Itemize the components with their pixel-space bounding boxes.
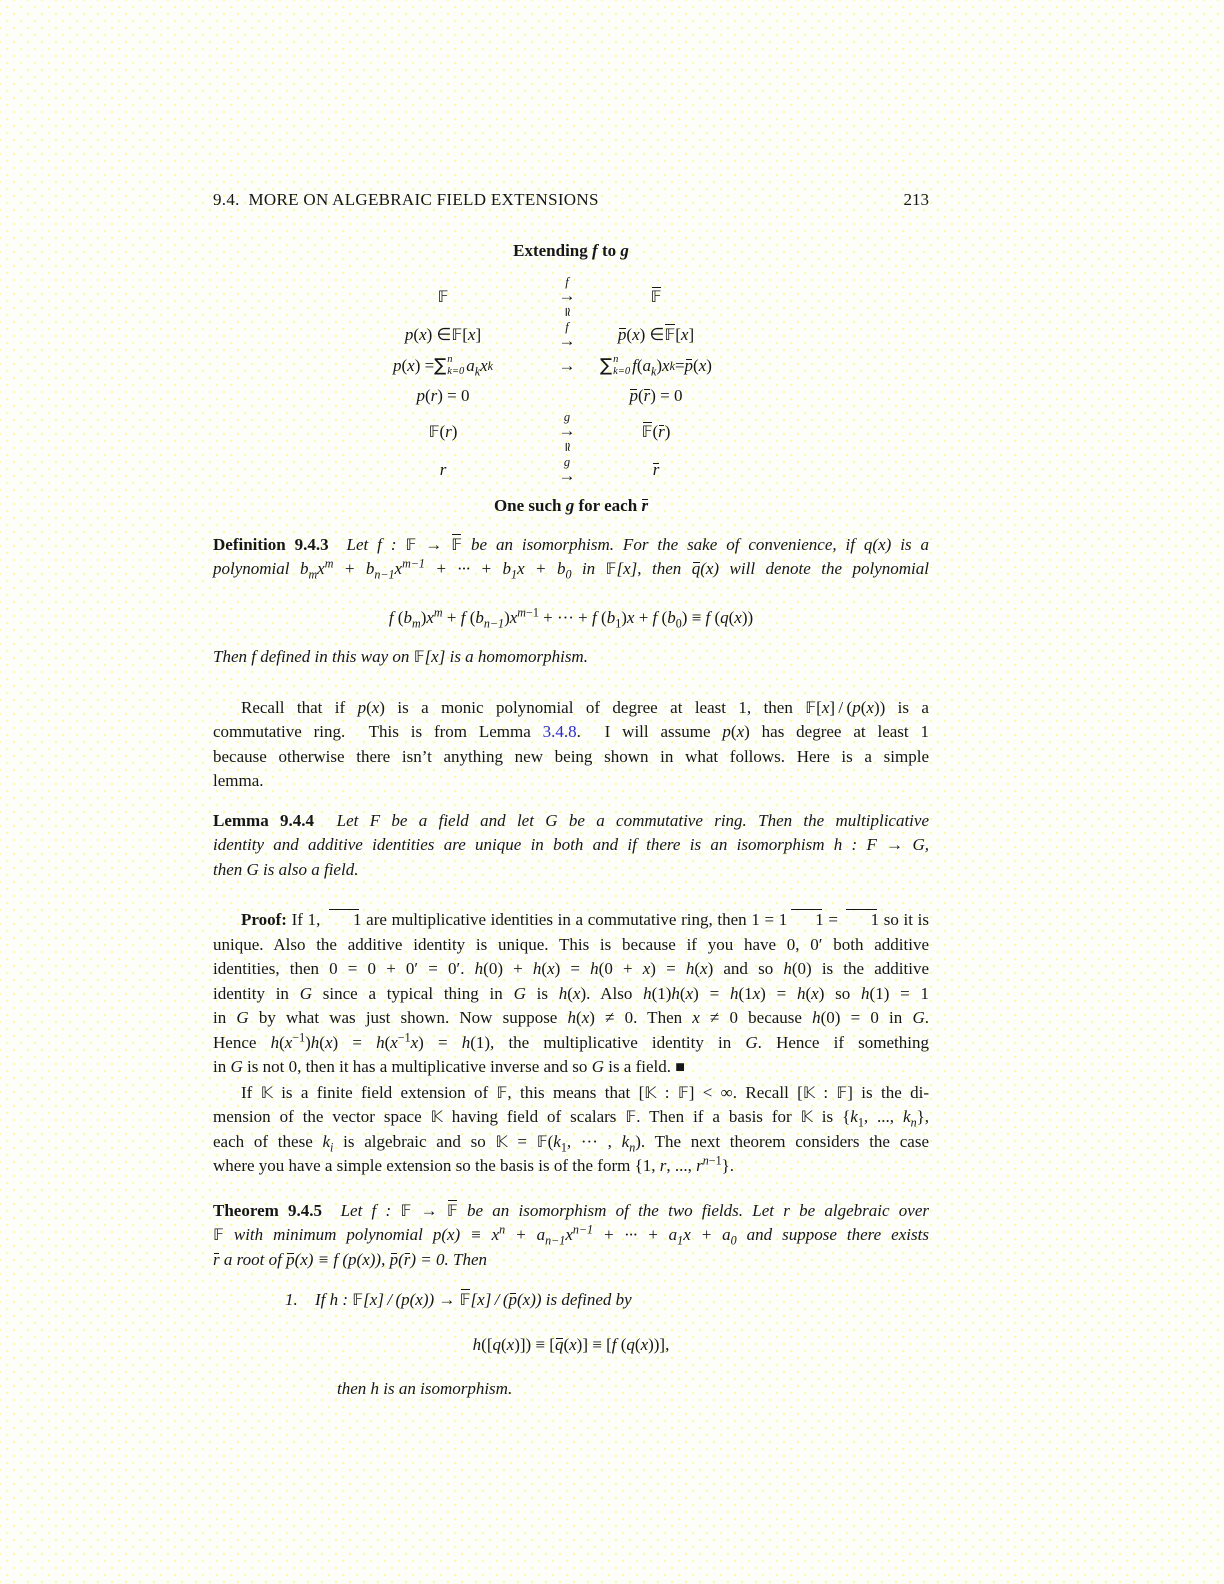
right-arrow-icon: → [558,355,576,375]
paragraph-line: because otherwise there isn’t anything new being shown in what follows. Here is a simple [213,746,929,766]
proof-line: in G is not 0, then it has a multiplicative inverse and so G is a field. ■ [213,1057,686,1076]
diagram-right-cell: 𝔽 ( r ) [591,420,721,445]
definition-equation: f $(b_m)x^m + f$ $(b_{n-1})x^{m-1}$ + ··· + f $(b_1)x + f$ $(b_0) \equiv f$ (q(x)) [388,604,754,630]
item-equation: h([q(x)]) ≡ [q(x)] ≡ [f (q(x))], [213,1333,929,1358]
proof-line: identities, then 0 = 0 + 0′ = 0′. h(0) + h(x) = h(0 + x) = h(x) and so h(0) is the additive [213,959,929,978]
theorem-item-1 [285,1288,929,1313]
item-conclusion: then h is an isomorphism. [337,1379,513,1398]
proof-paragraph [213,908,929,1081]
labeled-arrow: g → [558,455,576,485]
section-header: 9.4. MORE ON ALGEBRAIC FIELD EXTENSIONS [213,190,599,209]
lemma-944 [213,809,929,883]
diagram-row [343,454,929,486]
paragraph-line [213,720,929,745]
paragraph-line: Recall that if p(x) is a monic polynomial of degree at least 1, then 𝔽[x] / (p(x)) is a [241,697,929,717]
paragraph-line: mension of the vector space 𝕂 having field of scalars 𝔽. Then if a basis for 𝕂 is {$k_1$, ..., $k_n$}, [213,1107,930,1130]
proof-line: unique. Also the additive identity is unique. This is because if you have 0, 0′ both additive [213,934,929,954]
labeled-arrow: f → [558,320,576,350]
labeled-arrow [558,355,576,375]
theorem-945 [213,1199,929,1273]
extension-diagram [343,276,929,486]
definition-closing-line: Then f defined in this way on 𝔽[x] is a homomorphism. [213,647,588,666]
proof-line: identity in G since a typical thing in G is h(x). Also h(1)h(x) = h(1x) = h(x) so h(1) = 1 [213,983,930,1003]
proof-line: in G by what was just shown. Now suppose h(x) ≠ 0. Then x ≠ 0 because h(0) = 0 in G. [213,1008,929,1027]
proof-line: Hence $h(x^{-1})h(x) = h(x^{-1}x) = h(1)$, the multiplicative identity in G. Hence if something [213,1029,929,1052]
diagram-right-cell: 𝔽 [591,285,721,310]
diagram-title-bottom: One such g for each r [213,494,929,519]
lemma-line: identity and additive identities are unique in both and if there is an isomorphism h : F → G, [213,835,929,854]
diagram-row [343,319,929,351]
lemma-line: then G is also a field. [213,859,359,879]
definition-943 [213,533,929,582]
theorem-line: 𝔽 with minimum polynomial $p(x) \equiv x^n + a_{n-1}x^{n-1}$ + ··· + $a_1x + a_0$ and suppose there exists [213,1222,929,1248]
diagram-right-cell: p ( r ) = 0 [591,384,721,409]
diagram-left-cell: p ( r ) = 0 [416,385,470,405]
diagram-left-cell: 𝔽 ( r ) [428,422,458,442]
right-arrow-icon: → [558,331,576,350]
right-arrow-icon: → [558,421,576,440]
diagram-row [343,381,929,411]
lemma-line: Lemma 9.4.4 Let F be a field and let G be a commutative ring. Then the multiplicative [213,810,929,830]
diagram-row [343,276,929,319]
paragraph-line: each of these $k_i$ is algebraic and so 𝕂 = $𝔽(k_1$, ··· , $k_n$). The next theorem considers the case [213,1131,929,1154]
page-content [213,188,929,1402]
diagram-right-cell: p ( x ) ∈ 𝔽 [ x ] [591,323,721,348]
line-text: . I will assume p(x) has degree at least 1 [576,722,929,741]
theorem-line: r a root of p(x) ≡ f (p(x)), p(r) = 0. Then [213,1248,929,1273]
diagram-left-cell: r [439,459,447,479]
definition-line: Definition 9.4.3 Let f : 𝔽 → 𝔽 be an isomorphism. For the sake of convenience, if q(x) is a [213,533,929,558]
diagram-title-top: Extending f to g [513,240,629,260]
item-statement: If h : 𝔽[x] / (p(x)) → 𝔽[x] / (p(x)) is defined by [315,1288,632,1313]
running-header [213,188,929,213]
diagram-right-cell: r [591,458,721,483]
page-number: 213 [903,190,929,209]
isomorphic-icon: ≃ [560,306,575,318]
right-arrow-icon: → [558,466,576,485]
recall-paragraph [213,696,929,794]
definition-line: polynomial $b_mx^m + b_{n-1}x^{m-1}$ + ··· + $b_1x + b_0$ in 𝔽[x], then q(x) will denote the polynomial [213,556,929,582]
theorem-line: Theorem 9.4.5 Let f : 𝔽 → 𝔽 be an isomorphism of the two fields. Let r be algebraic over [213,1199,929,1224]
lemma-348-link[interactable]: 3.4.8 [542,722,577,741]
paragraph-line: If 𝕂 is a finite field extension of 𝔽, this means that [𝕂 : 𝔽] < ∞. Recall [𝕂 : 𝔽] is the di- [241,1082,930,1102]
diagram-left-cell: p ( x ) = ∑ n k=0 $a_k$ x k [392,354,493,379]
isomorphic-icon: ≃ [560,441,575,453]
diagram-left-cell: p ( x ) ∈ 𝔽 [ x ] [404,324,482,344]
diagram-left-cell: 𝔽 [437,287,449,307]
field-extension-paragraph [213,1081,929,1179]
diagram-row [343,411,929,454]
line-text: commutative ring. This is from Lemma [213,722,543,741]
right-arrow-icon: → [558,286,576,305]
diagram-row [343,351,929,381]
diagram-right-cell: ∑ n k=0 f ( $a_k$ ) x k = p ( x ) [600,354,712,379]
item-number: 1. [285,1290,298,1309]
paragraph-line: where you have a simple extension so the basis is of the form {1, r, ..., $r^{n-1}$}. [213,1153,735,1175]
proof-line: Proof: If 1, 1 are multiplicative identities in a commutative ring, then 1 = 1 1 = 1 so it is [213,908,929,933]
labeled-arrow: g → ≃ [558,410,576,453]
paragraph-line: lemma. [213,771,264,790]
labeled-arrow: f → ≃ [558,275,576,318]
